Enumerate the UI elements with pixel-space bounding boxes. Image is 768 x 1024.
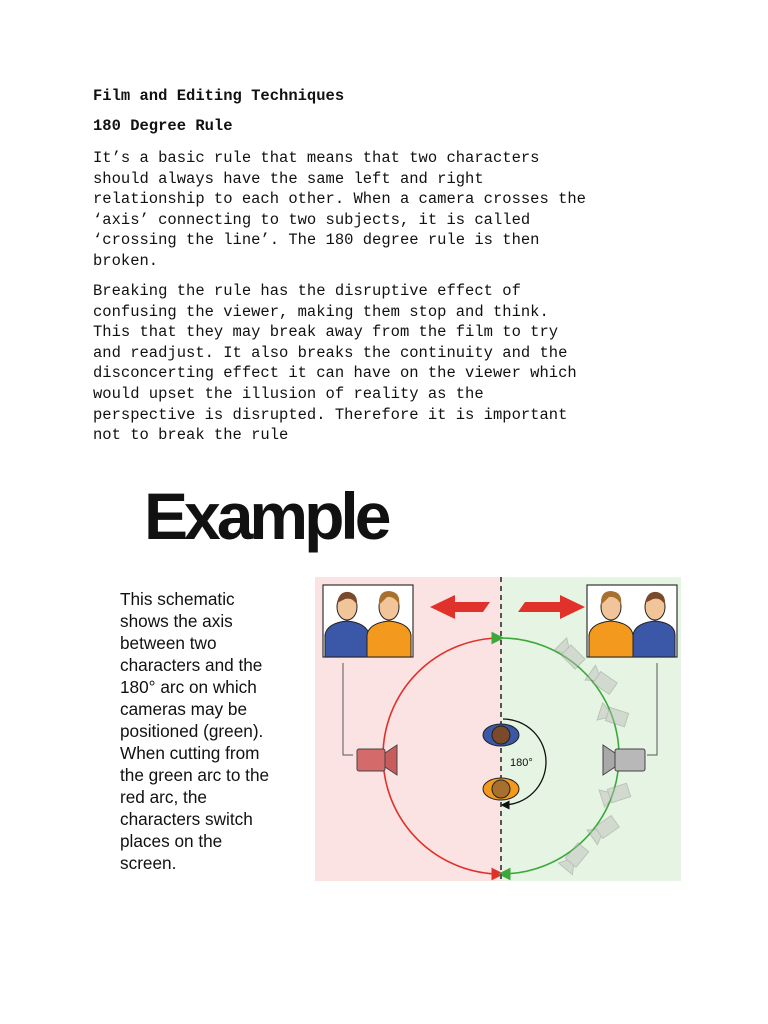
diagram-caption: This schematic shows the axis between two characters and the 180° arc on which cameras may be positioned (green). When cutting from the green arc to the red arc, the characters switch places on the screen. [120, 589, 270, 873]
red-camera-icon [357, 745, 397, 775]
grey-camera-icon [603, 745, 645, 775]
180-degree-rule-diagram [315, 577, 681, 881]
section-title: 180 Degree Rule [93, 117, 233, 135]
orange-character-topdown [483, 778, 519, 800]
left-frame-view [323, 585, 413, 657]
angle-label: 180° [510, 757, 533, 769]
blue-character-topdown [483, 724, 519, 746]
paragraph-rule-definition: It’s a basic rule that means that two characters should always have the same left and right relationship to each other. When a camera crosses the ‘axis’ connecting to two subjects, it is called ‘crossing the line’. The 180 degree rule is then broken. [93, 149, 586, 270]
paragraph-breaking-rule: Breaking the rule has the disruptive effect of confusing the viewer, making them stop and think. This that they may break away from the film to try and readjust. It also breaks the continuity and the disconcerting effect it can have on the viewer which would upset the illusion of reality as the perspective is disrupted. Therefore it is important not to break the rule [93, 282, 577, 445]
document-title: Film and Editing Techniques [93, 87, 345, 105]
example-heading: Example [144, 479, 388, 553]
right-frame-view [587, 585, 677, 657]
